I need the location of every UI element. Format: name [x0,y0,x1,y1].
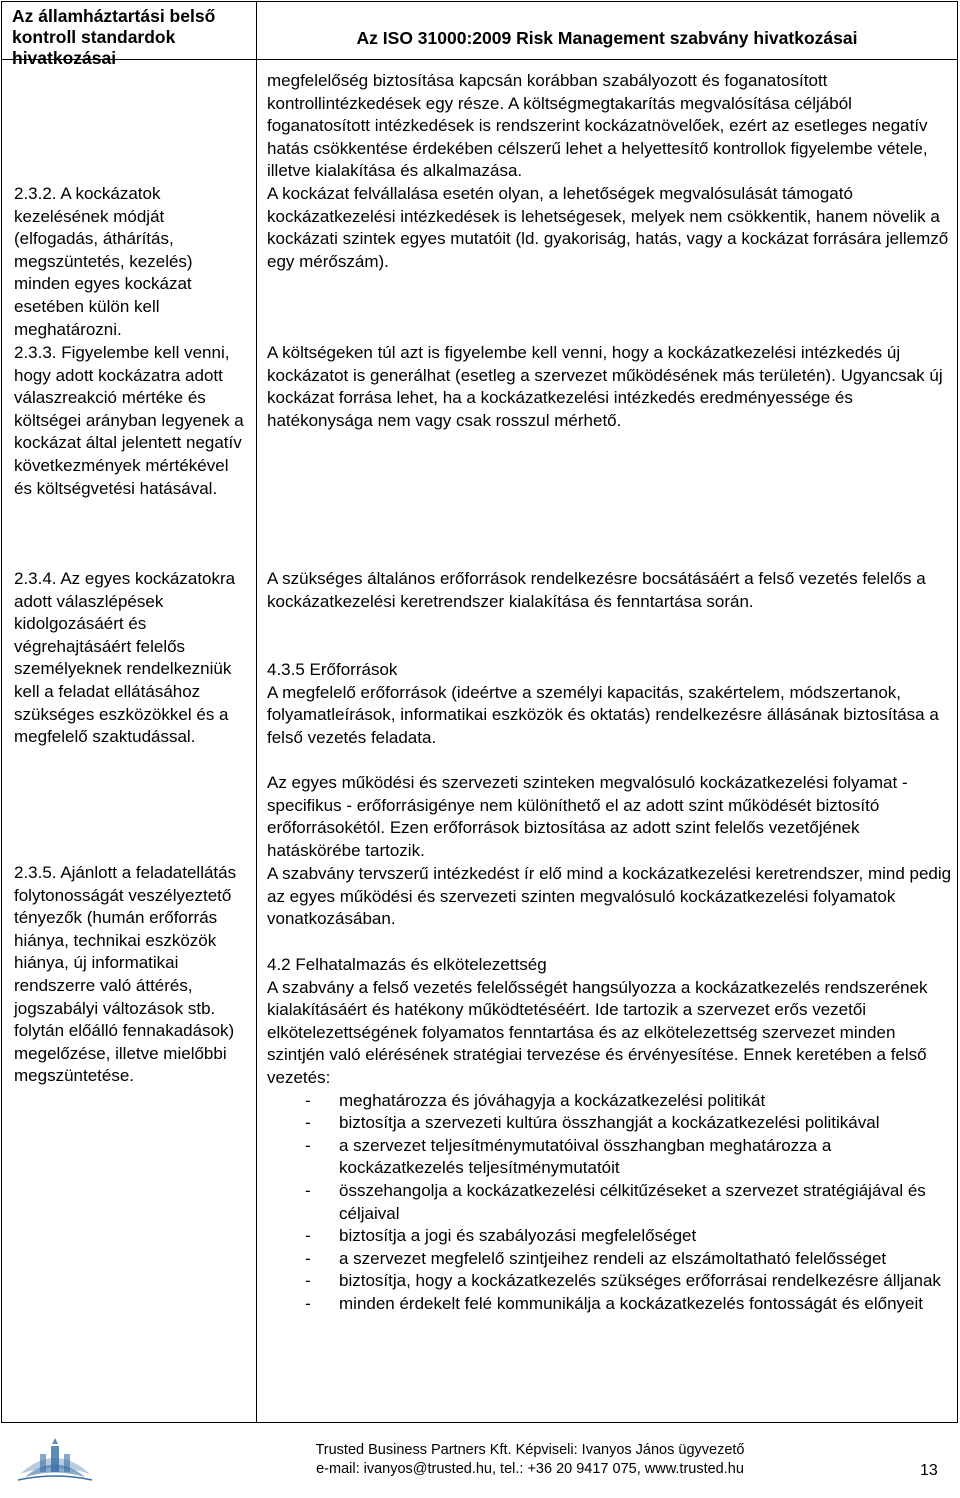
footer-contact-line: e-mail: ivanyos@trusted.hu, tel.: +36 20 9417 075, www.trusted.hu [316,1461,744,1477]
paragraph-text: megfelelőség biztosítása kapcsán korábban szabályozott és foganatosított kontrollintézkedések egy része. A költségmegtakarítás megvalósítása céljából foganatosított intézkedések is rendszerint kockázatnövelőek, ezért az esetleges negatív hatás csökkentése érdekében célszerű lehet a helyettesítő kontrollok figyelembe vétele, illetve kialakítása és alkalmazása. [267,71,928,181]
list-item: - minden érdekelt felé kommunikálja a kockázatkezelés fontosságát és előnyeit [267,1293,955,1316]
left-column [14,2,250,1422]
section-text: 2.3.2. A kockázatok kezelésének módját (elfogadás, áthárítás, megszüntetés, kezelés) minden egyes kockázat esetében külön kell meghatározni. [14,184,193,339]
list-item: - a szervezet teljesítménymutatóival összhangban meghatározza a kockázatkezelés teljesítménymutatóit [267,1135,955,1180]
footer [250,1441,810,1479]
paragraph [267,70,955,183]
list-item: - biztosítja, hogy a kockázatkezelés szükséges erőforrásai rendelkezésre álljanak [267,1270,955,1293]
section-2-3-2 [14,183,250,341]
paragraph-text: A szükséges általános erőforrások rendelkezésre bocsátásáért a felső vezetés felelős a kockázatkezelési keretrendszer kialakítása és fenntartása során. [267,569,926,611]
section-2-3-4 [14,568,250,749]
footer-company-line: Trusted Business Partners Kft. Képviseli: Ivanyos János ügyvezető [315,1442,745,1458]
paragraph-text: Az egyes működési és szervezeti szinteken megvalósuló kockázatkezelési folyamat - specifikus - erőforrásigénye nem különíthető el az adott szint működését biztosító erőforrásokétól. Ezen erőforrások biztosítása az adott szint felelős vezetőjének hatáskörébe tartozik. [267,773,908,860]
section-4-2 [267,954,955,1316]
section-4-3-5 [267,659,955,749]
list-item: - összehangolja a kockázatkezelési célkitűzéseket a szervezet stratégiájával és céljaival [267,1180,955,1225]
company-logo [10,1432,100,1492]
list-item: - meghatározza és jóváhagyja a kockázatkezelési politikát [267,1090,955,1113]
section-text: 2.3.5. Ajánlott a feladatellátás folytonosságát veszélyeztető tényezők (humán erőforrás hiánya, technikai eszközök hiánya, új informatikai rendszerre való áttérés, jogszabályi változások stb. folytán előálló fennakadások) megelőzése, illetve mielőbbi megszüntetése. [14,863,237,1086]
paragraph-text: A szabvány a felső vezetés felelősségét hangsúlyozza a kockázatkezelés rendszerének kialakításáért és hatékony működtetéséért. Ide tartozik a szervezet erős vezetői elkötelezettségének folyamatos fenntartása és az elkötelezettség szervezet minden szintjén való elérésének stratégiai tervezése és érvényesítése. Ennek keretében a felső vezetés: [267,977,928,1087]
paragraph-text: A költségeken túl azt is figyelembe kell venni, hogy a kockázatkezelési intézkedés új kockázatot is generálhat (esetleg a szervezet működésének más területén). Ugyancsak új kockázat forrása lehet, ha a kockázatkezelési intézkedés eredményessége és hatékonysága nem vagy csak rosszul mérhető. [267,343,943,430]
right-column [267,2,955,1422]
section-heading: 4.3.5 Erőforrások [267,660,398,679]
responsibility-list [267,1090,955,1316]
section-heading: 4.2 Felhatalmazás és elkötelezettség [267,955,547,974]
left-column-header: Az államháztartási belső kontroll standardok hivatkozásai [12,6,216,68]
comparison-table [1,1,958,1423]
paragraph-text: A szabvány tervszerű intézkedést ír elő mind a kockázatkezelési keretrendszer, mind pedig az egyes működési és szervezeti szinten megvalósuló kockázatkezelési folyamatok vonatkozásában. [267,864,952,929]
section-text: 2.3.4. Az egyes kockázatokra adott válaszlépések kidolgozásáért és végrehajtásáért felelős személyeknek rendelkezniük kell a feladat ellátásához szükséges eszközökkel és a megfelelő szaktudással. [14,569,236,747]
paragraph [267,183,955,273]
column-divider [256,2,257,1422]
list-item: - biztosítja a jogi és szabályozási megfelelőséget [267,1225,955,1248]
paragraph-text: A kockázat felvállalása esetén olyan, a lehetőségek megvalósulását támogató kockázatkezelési intézkedések is lehetségesek, melyek nem csökkentik, hanem növelik a kockázati szintek egyes mutatóit (ld. gyakoriság, hatás, vagy a kockázat forrására jellemző egy mérőszám). [267,184,949,271]
paragraph [267,342,955,432]
paragraph [267,863,955,931]
section-2-3-3 [14,342,250,500]
section-text: 2.3.3. Figyelembe kell venni, hogy adott kockázatra adott válaszreakció mértéke és költségei arányban legyenek a kockázat által jelentett negatív következmények mértékével és költségvetési hatásával. [14,343,244,498]
section-2-3-5 [14,862,250,1088]
paragraph [267,772,955,862]
list-item: - biztosítja a szervezeti kultúra összhangját a kockázatkezelési politikával [267,1112,955,1135]
list-item: - a szervezet megfelelő szintjeihez rendeli az elszámoltatható felelősséget [267,1248,955,1271]
page-number: 13 [920,1462,938,1479]
paragraph [267,568,955,613]
paragraph-text: A megfelelő erőforrások (ideértve a személyi kapacitás, szakértelem, módszertanok, folyamatleírások, informatikai eszközök és oktatás) rendelkezésre állásának biztosítása a felső vezetés feladata. [267,682,939,747]
right-column-header: Az ISO 31000:2009 Risk Management szabvány hivatkozásai [356,28,858,48]
